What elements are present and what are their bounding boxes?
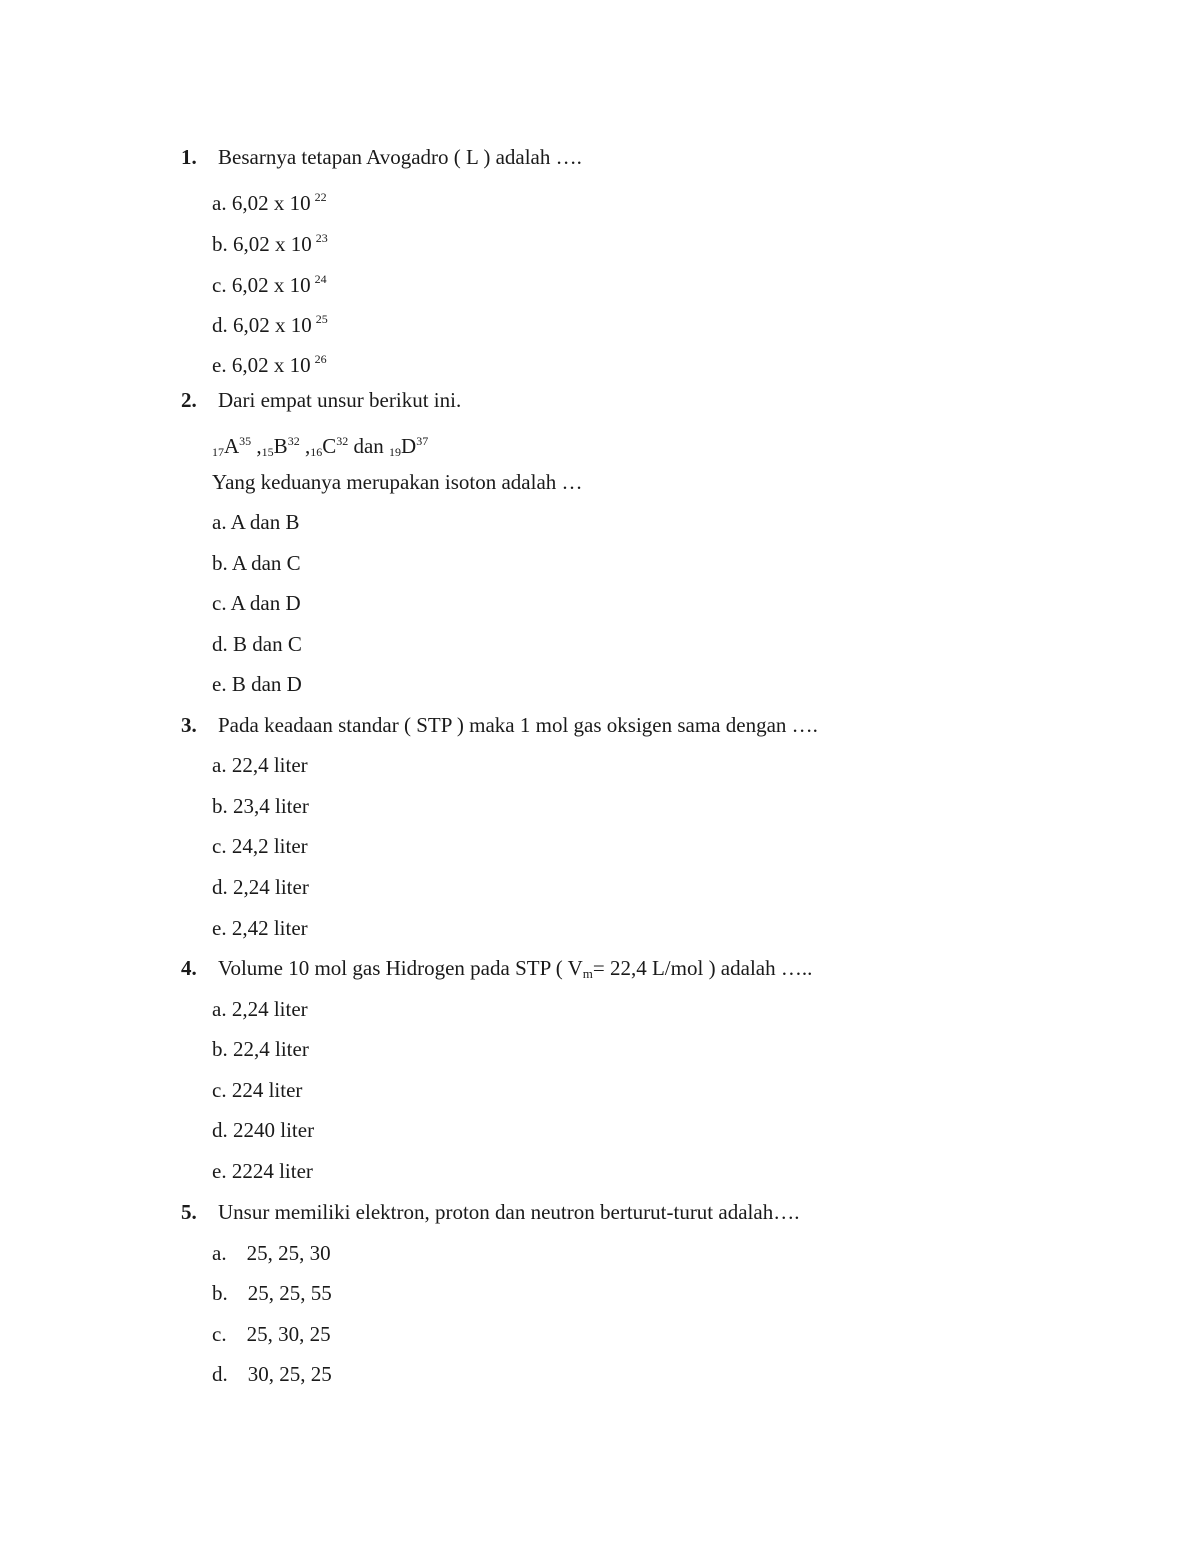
question-3-number: 3. [181,713,197,737]
question-2-prompt: Yang keduanya merupakan isoton adalah … [212,470,583,494]
question-5-option-b: b. 25, 25, 55 [212,1281,332,1305]
question-2-option-c: c. A dan D [212,591,301,615]
question-2-option-d: d. B dan C [212,632,302,656]
question-3-option-d: d. 2,24 liter [212,875,309,899]
question-5-number: 5. [181,1200,197,1224]
question-4-text: Volume 10 mol gas Hidrogen pada STP ( $V_m= 22,4$ L/mol ) adalah ….. [218,956,813,981]
question-3-option-b: b. 23,4 liter [212,794,309,818]
question-5-option-d: d. 30, 25, 25 [212,1362,332,1386]
question-3-option-e: e. 2,42 liter [212,916,308,940]
question-1-option-a: a. 6,02 x 10 $^{22}$ [212,190,327,215]
question-5-text: Unsur memiliki elektron, proton dan neutron berturut-turut adalah…. [218,1200,800,1224]
question-4-option-a: a. 2,24 liter [212,997,308,1021]
question-1-option-b: b. 6,02 x 10 $^{23}$ [212,231,328,256]
question-2-option-a: a. A dan B [212,510,300,534]
question-1-option-d: d. 6,02 x 10 $^{25}$ [212,312,328,337]
question-1-text: Besarnya tetapan Avogadro ( L ) adalah …. [218,145,582,169]
question-3-option-c: c. 24,2 liter [212,834,308,858]
question-4-number: 4. [181,956,197,980]
question-2-option-e: e. B dan D [212,672,302,696]
question-2-text: Dari empat unsur berikut ini. [218,388,462,412]
question-5-option-c: c. 25, 30, 25 [212,1322,331,1346]
question-4-option-d: d. 2240 liter [212,1118,315,1142]
question-4-option-e: e. 2224 liter [212,1159,313,1183]
question-1-option-e: e. 6,02 x 10 $^{26}$ [212,352,327,377]
question-4-option-b: b. 22,4 liter [212,1037,309,1061]
question-3-option-a: a. 22,4 liter [212,753,308,777]
question-2-option-b: b. A dan C [212,551,301,575]
question-2-isotopes: $_{17}A^{35}$ $,_{15}B^{32}$ $,_{16}C^{32}$ dan $_{19}D^{37}$ [212,434,429,459]
question-5-option-a: a. 25, 25, 30 [212,1241,331,1265]
question-1-option-c: c. 6,02 x 10 $^{24}$ [212,272,327,297]
question-1-number: 1. [181,145,197,169]
question-2-number: 2. [181,388,197,412]
question-4-option-c: c. 224 liter [212,1078,303,1102]
question-3-text: Pada keadaan standar ( STP ) maka 1 mol gas oksigen sama dengan …. [218,713,818,737]
